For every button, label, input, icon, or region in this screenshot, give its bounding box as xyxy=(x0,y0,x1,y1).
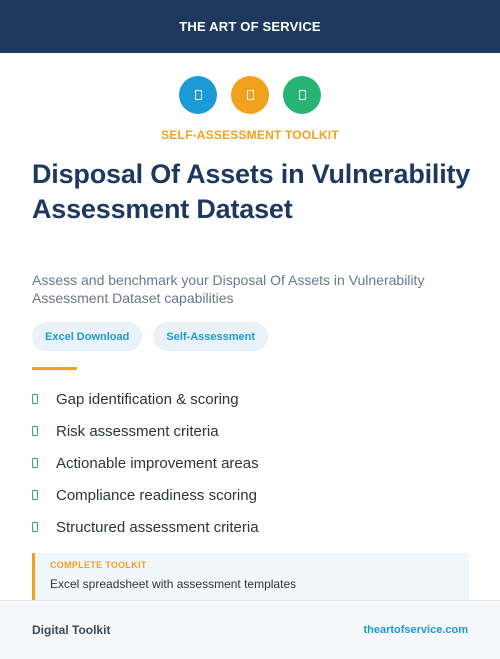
footer-label: Digital Toolkit xyxy=(32,623,111,637)
footer-bar xyxy=(0,600,500,659)
feature-label: Gap identification & scoring xyxy=(56,390,239,408)
toolkit-callout xyxy=(32,553,469,600)
list-item xyxy=(32,479,259,511)
list-item xyxy=(32,415,259,447)
feature-label: Compliance readiness scoring xyxy=(56,486,257,504)
accent-divider xyxy=(32,367,77,370)
document-icon xyxy=(283,76,321,114)
callout-text: Excel spreadsheet with assessment templates xyxy=(50,577,297,591)
checkbox-icon xyxy=(32,394,38,404)
icon-row xyxy=(0,76,500,114)
checkbox-icon xyxy=(32,426,38,436)
checkbox-icon xyxy=(32,522,38,532)
header-bar xyxy=(0,0,500,53)
feature-list xyxy=(32,383,259,543)
tag-pills xyxy=(32,322,268,351)
checkbox-icon xyxy=(32,458,38,468)
tag-excel-download: Excel Download xyxy=(32,322,142,351)
checkbox-icon xyxy=(32,490,38,500)
page-title: Disposal Of Assets in Vulnerability Assessment Dataset xyxy=(32,159,471,224)
feature-label: Actionable improvement areas xyxy=(56,454,259,472)
page-subtitle: Assess and benchmark your Disposal Of Assets in Vulnerability Assessment Dataset capabilities xyxy=(32,272,425,306)
feature-label: Structured assessment criteria xyxy=(56,518,259,536)
website-link[interactable]: theartofservice.com xyxy=(363,624,468,636)
feature-label: Risk assessment criteria xyxy=(56,422,219,440)
document-icon xyxy=(231,76,269,114)
tag-self-assessment: Self-Assessment xyxy=(153,322,268,351)
document-icon xyxy=(179,76,217,114)
callout-label: COMPLETE TOOLKIT xyxy=(50,560,147,570)
brand-name: THE ART OF SERVICE xyxy=(179,19,321,34)
list-item xyxy=(32,511,259,543)
kicker-label: SELF-ASSESSMENT TOOLKIT xyxy=(161,128,339,142)
list-item xyxy=(32,447,259,479)
list-item xyxy=(32,383,259,415)
